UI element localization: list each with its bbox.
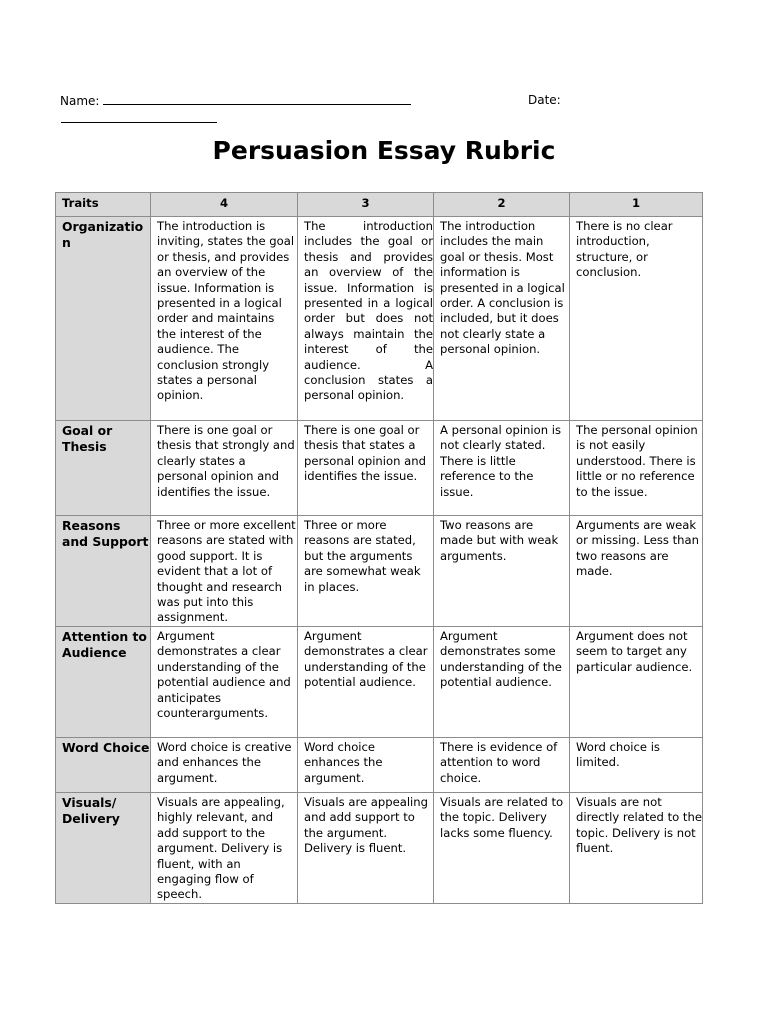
rubric-cell: Argument demonstrates a clear understanding of the potential audience and anticipates counterarguments. (151, 627, 298, 738)
rubric-cell: Argument does not seem to target any particular audience. (570, 627, 703, 738)
table-row (56, 217, 703, 421)
column-header-score-2: 2 (434, 193, 570, 217)
rubric-cell: Word choice is creative and enhances the argument. (151, 738, 298, 793)
rubric-cell: The introduction includes the goal or thesis and provides an overview of the issue. Information is presented in a logical order but does not always maintain the interest of the audience. A conclusion states a personal opinion. (298, 217, 434, 421)
column-header-score-3: 3 (298, 193, 434, 217)
rubric-cell: The personal opinion is not easily understood. There is little or no reference to the issue. (570, 421, 703, 516)
trait-label: Organization (56, 217, 151, 421)
rubric-cell: Arguments are weak or missing. Less than two reasons are made. (570, 516, 703, 627)
rubric-cell: The introduction includes the main goal or thesis. Most information is presented in a logical order. A conclusion is included, but it does not clearly state a personal opinion. (434, 217, 570, 421)
table-row (56, 516, 703, 627)
rubric-cell: There is one goal or thesis that strongly and clearly states a personal opinion and identifies the issue. (151, 421, 298, 516)
rubric-cell: Two reasons are made but with weak arguments. (434, 516, 570, 627)
trait-label: Attention to Audience (56, 627, 151, 738)
rubric-cell: Visuals are related to the topic. Delivery lacks some fluency. (434, 793, 570, 904)
table-row (56, 627, 703, 738)
rubric-cell: Visuals are not directly related to the topic. Delivery is not fluent. (570, 793, 703, 904)
column-header-traits: Traits (56, 193, 151, 217)
table-row (56, 738, 703, 793)
name-field (60, 92, 411, 109)
rubric-cell: Visuals are appealing, highly relevant, and add support to the argument. Delivery is fluent, with an engaging flow of speech. (151, 793, 298, 904)
trait-label: Word Choice (56, 738, 151, 793)
rubric-cell: Three or more excellent reasons are stated with good support. It is evident that a lot of thought and research was put into this assignment. (151, 516, 298, 627)
rubric-cell: Word choice is limited. (570, 738, 703, 793)
rubric-table (55, 192, 703, 904)
column-header-score-1: 1 (570, 193, 703, 217)
rubric-cell: Visuals are appealing and add support to the argument. Delivery is fluent. (298, 793, 434, 904)
rubric-cell: There is no clear introduction, structure, or conclusion. (570, 217, 703, 421)
rubric-cell: There is one goal or thesis that states a personal opinion and identifies the issue. (298, 421, 434, 516)
rubric-cell: Word choice enhances the argument. (298, 738, 434, 793)
page-title: Persuasion Essay Rubric (212, 136, 556, 165)
table-row (56, 793, 703, 904)
rubric-cell: A personal opinion is not clearly stated. There is little reference to the issue. (434, 421, 570, 516)
table-row (56, 421, 703, 516)
rubric-cell: Argument demonstrates a clear understanding of the potential audience. (298, 627, 434, 738)
rubric-cell: Three or more reasons are stated, but the arguments are somewhat weak in places. (298, 516, 434, 627)
trait-label: Goal or Thesis (56, 421, 151, 516)
header-row (56, 193, 703, 217)
rubric-cell: There is evidence of attention to word choice. (434, 738, 570, 793)
trait-label: Visuals/ Delivery (56, 793, 151, 904)
date-field (528, 92, 561, 108)
date-label: Date: (528, 93, 561, 107)
date-blank-line (61, 122, 217, 123)
trait-label: Reasons and Support (56, 516, 151, 627)
rubric-cell: The introduction is inviting, states the goal or thesis, and provides an overview of the issue. Information is presented in a logical order and maintains the interest of the audience. The conclusion strongly states a personal opinion. (151, 217, 298, 421)
column-header-score-4: 4 (151, 193, 298, 217)
rubric-cell: Argument demonstrates some understanding of the potential audience. (434, 627, 570, 738)
name-blank-line (103, 92, 411, 105)
name-label: Name: (60, 94, 100, 108)
